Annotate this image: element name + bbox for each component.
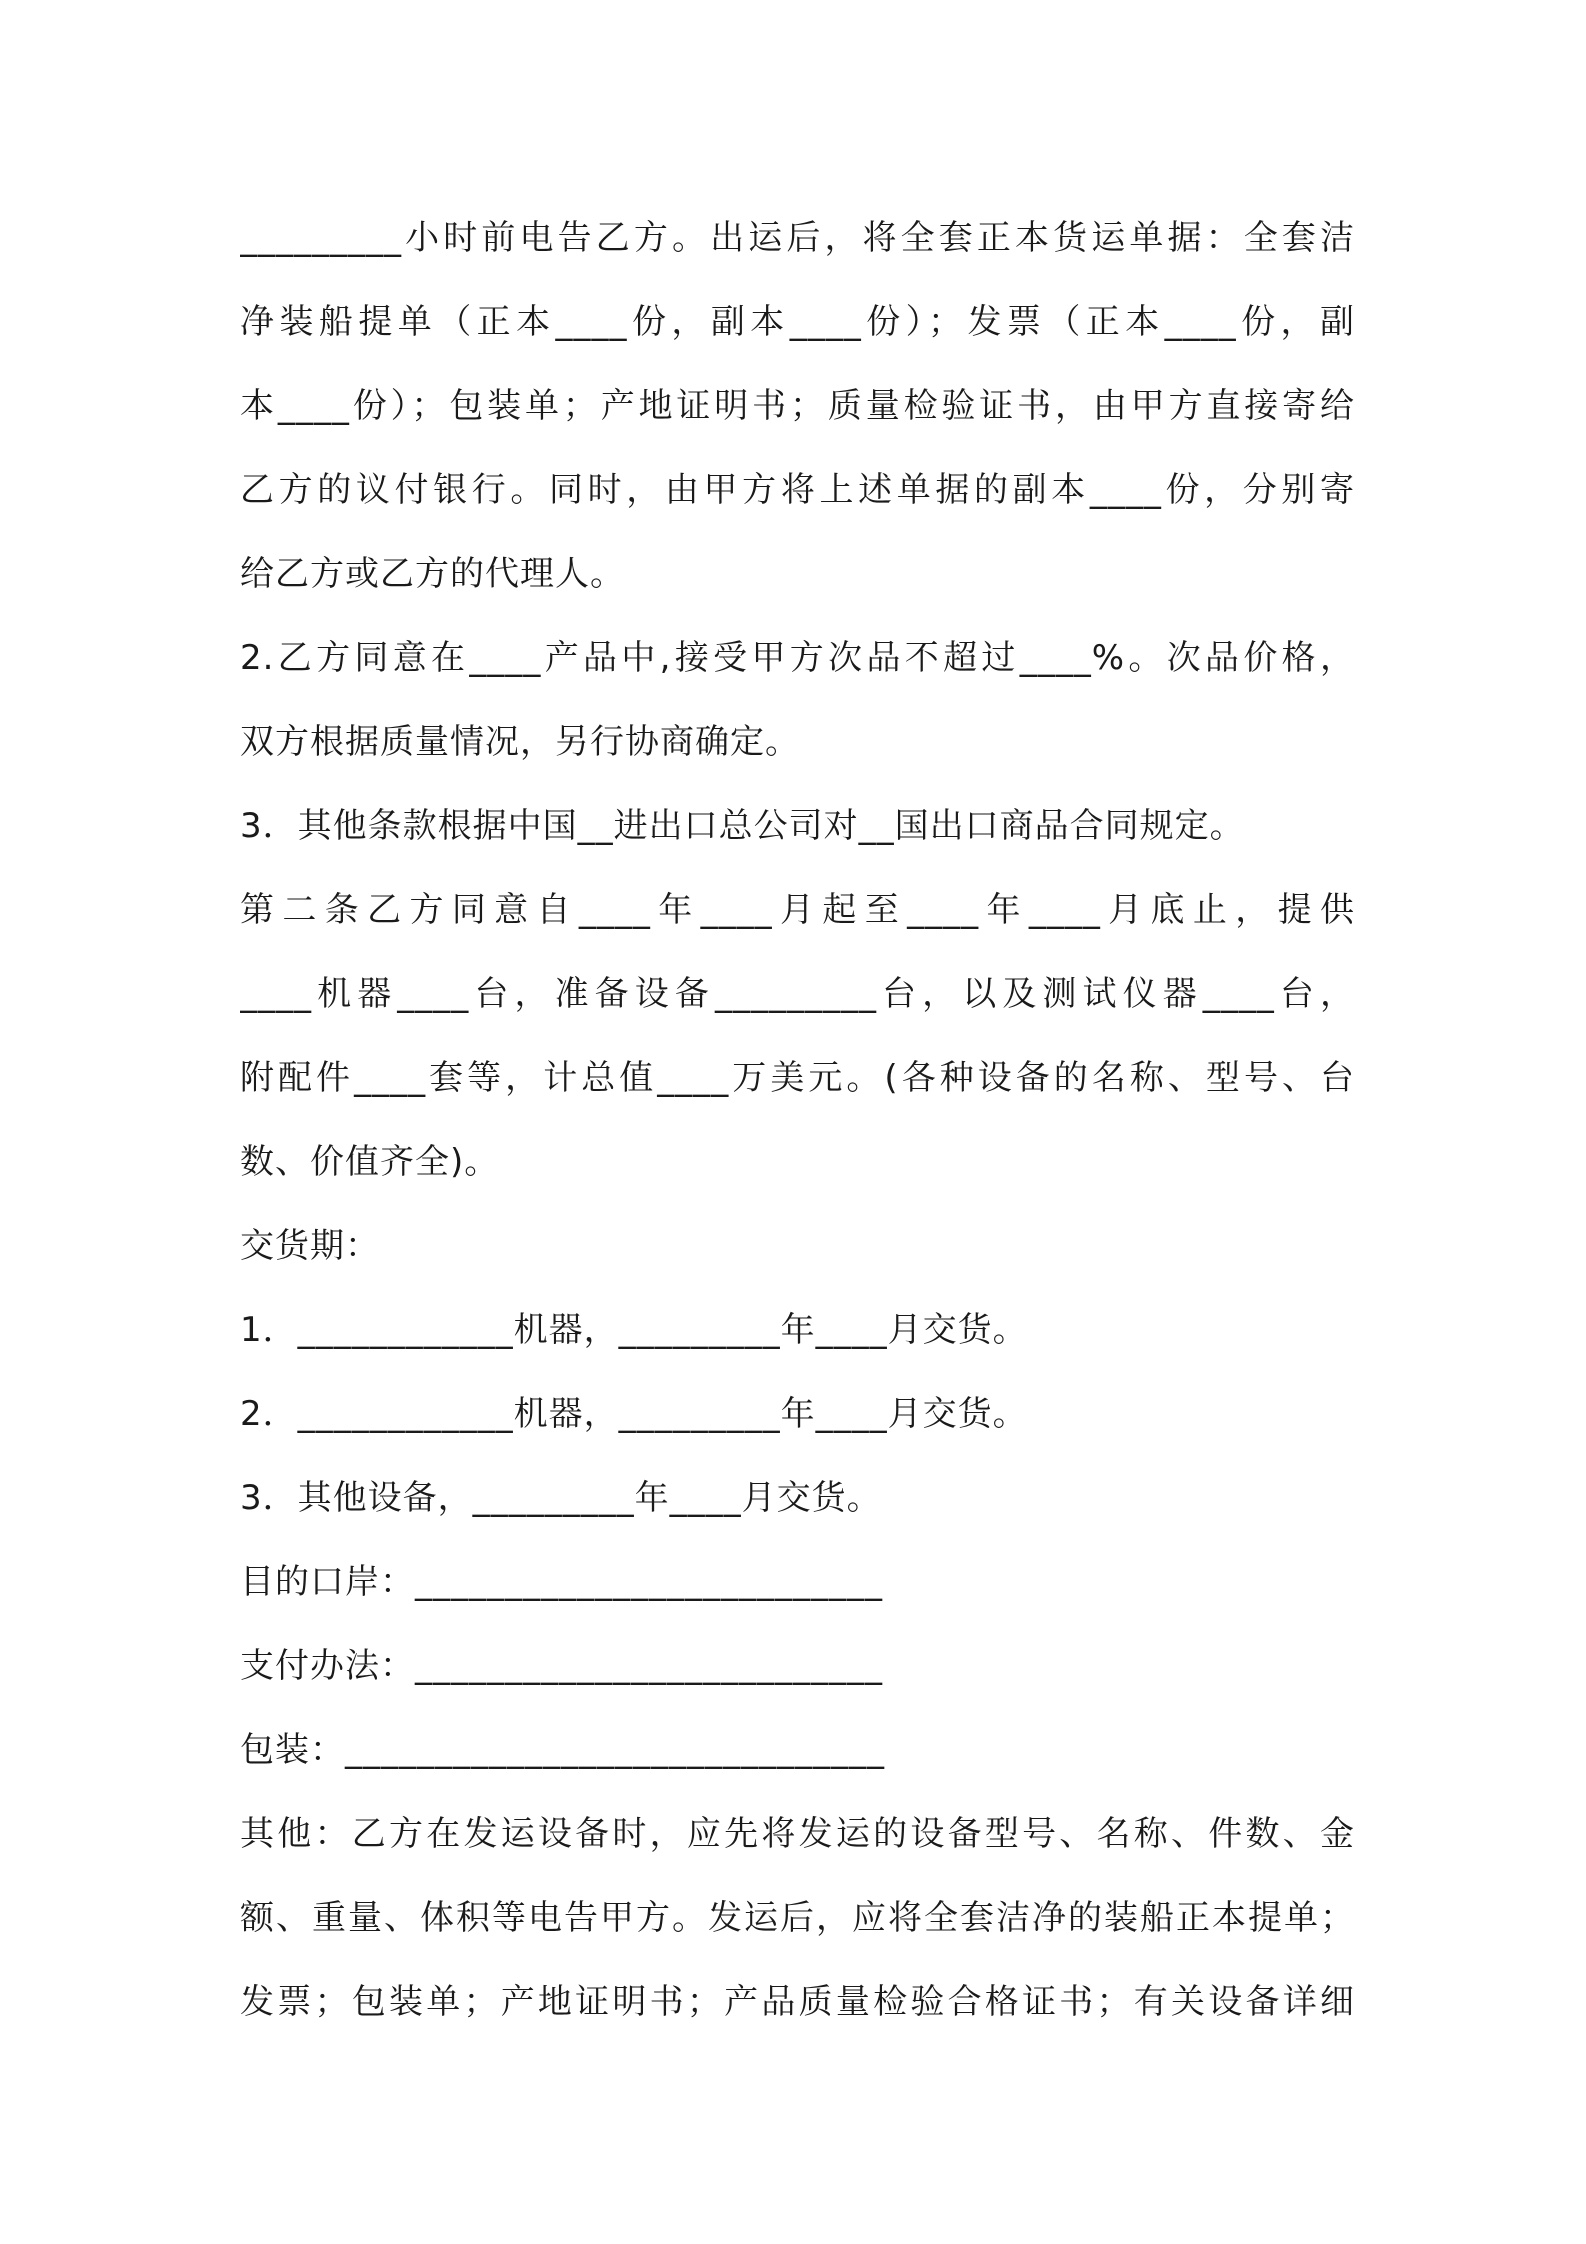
contract-line-21: 额、重量、体积等电告甲方。发运后，应将全套洁净的装船正本提单； — [240, 1898, 1355, 1938]
contract-line-2: 净装船提单（正本____份，副本____份）；发票（正本____份，副 — [240, 302, 1355, 342]
contract-line-1: _________小时前电告乙方。出运后，将全套正本货运单据：全套洁 — [240, 218, 1355, 258]
packaging-line: 包装：______________________________ — [240, 1730, 885, 1770]
destination-port-line: 目的口岸：__________________________ — [240, 1562, 883, 1602]
contract-line-5: 给乙方或乙方的代理人。 — [240, 554, 625, 594]
delivery-item-2: 2．____________机器，_________年____月交货。 — [240, 1394, 1028, 1434]
contract-line-3: 本____份）；包装单；产地证明书；质量检验证书，由甲方直接寄给 — [240, 386, 1355, 426]
contract-line-10: ____机器____台，准备设备_________台，以及测试仪器____台， — [240, 974, 1355, 1014]
contract-line-6: 2.乙方同意在____产品中,接受甲方次品不超过____%。次品价格， — [240, 638, 1355, 678]
delivery-item-3: 3．其他设备，_________年____月交货。 — [240, 1478, 882, 1518]
contract-line-11: 附配件____套等，计总值____万美元。(各种设备的名称、型号、台 — [240, 1058, 1355, 1098]
contract-line-22: 发票；包装单；产地证明书；产品质量检验合格证书；有关设备详细 — [240, 1982, 1355, 2022]
payment-method-line: 支付办法：__________________________ — [240, 1646, 883, 1686]
contract-line-7: 双方根据质量情况，另行协商确定。 — [240, 722, 800, 762]
contract-body-text — [240, 196, 1355, 2044]
delivery-item-1: 1．____________机器，_________年____月交货。 — [240, 1310, 1028, 1350]
contract-line-8: 3．其他条款根据中国__进出口总公司对__国出口商品合同规定。 — [240, 806, 1245, 846]
delivery-heading: 交货期： — [240, 1226, 380, 1266]
contract-line-4: 乙方的议付银行。同时，由甲方将上述单据的副本____份，分别寄 — [240, 470, 1355, 510]
contract-line-20: 其他：乙方在发运设备时，应先将发运的设备型号、名称、件数、金 — [240, 1814, 1355, 1854]
contract-line-9: 第二条乙方同意自____年____月起至____年____月底止，提供 — [240, 890, 1355, 930]
contract-line-12: 数、价值齐全)。 — [240, 1142, 500, 1182]
